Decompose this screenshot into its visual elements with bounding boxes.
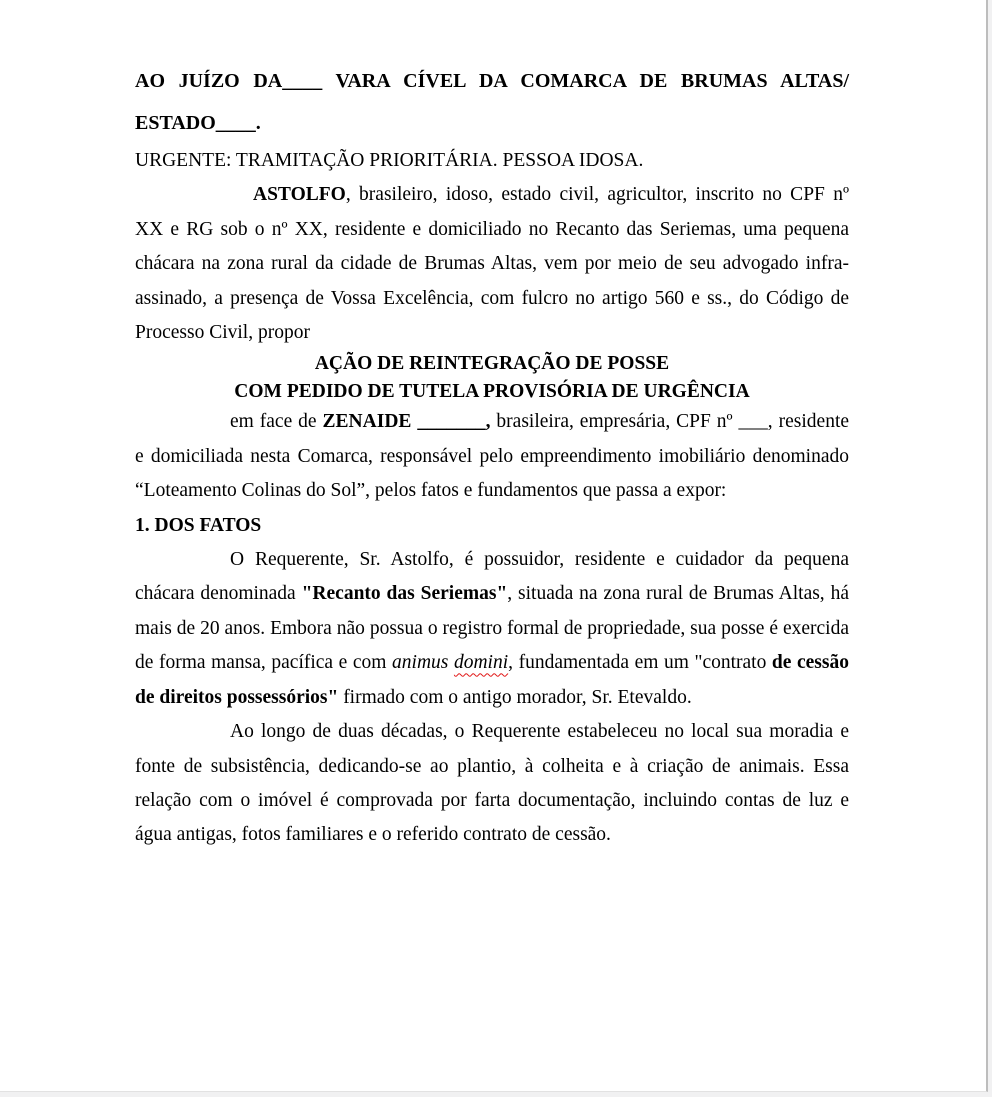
action-title: AÇÃO DE REINTEGRAÇÃO DE POSSE COM PEDIDO DE TUTELA PROVISÓRIA DE URGÊNCIA	[234, 353, 750, 402]
defendant-qualification-paragraph: em face de ZENAIDE _______, brasileira, empresária, CPF nº ___, residente e domiciliada nesta Comarca, responsável pelo empreendimento imobiliário denominado “Loteamento Colinas do Sol”, pelos fatos e fundamentos que passa a expor:	[135, 411, 850, 502]
facts-paragraph-2: Ao longo de duas décadas, o Requerente estabeleceu no local sua moradia e fonte de subsistência, dedicando-se ao plantio, à colheita e à criação de animais. Essa relação com o imóvel é comprovada por farta documentação, incluindo contas de luz e água antigas, fotos familiares e o referido contrato de cessão.	[135, 721, 849, 846]
plaintiff-qualification-paragraph: ASTOLFO, brasileiro, idoso, estado civil, agricultor, inscrito no CPF nº XX e RG sob o nº XX, residente e domiciliado no Recanto das Seriemas, uma pequena chácara na zona rural da cidade de Brumas Altas, vem por meio de seu advogado infra-assinado, a presença de Vossa Excelência, com fulcro no artigo 560 e ss., do Código de Processo Civil, propor	[135, 184, 849, 344]
section-heading-dos-fatos: 1. DOS FATOS	[135, 514, 262, 536]
court-address-heading: AO JUÍZO DA____ VARA CÍVEL DA COMARCA DE BRUMAS ALTAS/ ESTADO____.	[135, 70, 849, 134]
urgency-note: URGENTE: TRAMITAÇÃO PRIORITÁRIA. PESSOA IDOSA.	[135, 150, 644, 171]
spellcheck-flagged-word: domini	[453, 652, 509, 674]
facts-paragraph-1: O Requerente, Sr. Astolfo, é possuidor, residente e cuidador da pequena chácara denominada "Recanto das Seriemas", situada na zona rural de Brumas Altas, há mais de 20 anos. Embora não possua o registro formal de propriedade, sua posse é exercida de forma mansa, pacífica e com animus domini, fundamentada em um "contrato de cessão de direitos possessórios" firmado com o antigo morador, Sr. Etevaldo.	[135, 549, 849, 708]
document-body	[135, 60, 849, 853]
